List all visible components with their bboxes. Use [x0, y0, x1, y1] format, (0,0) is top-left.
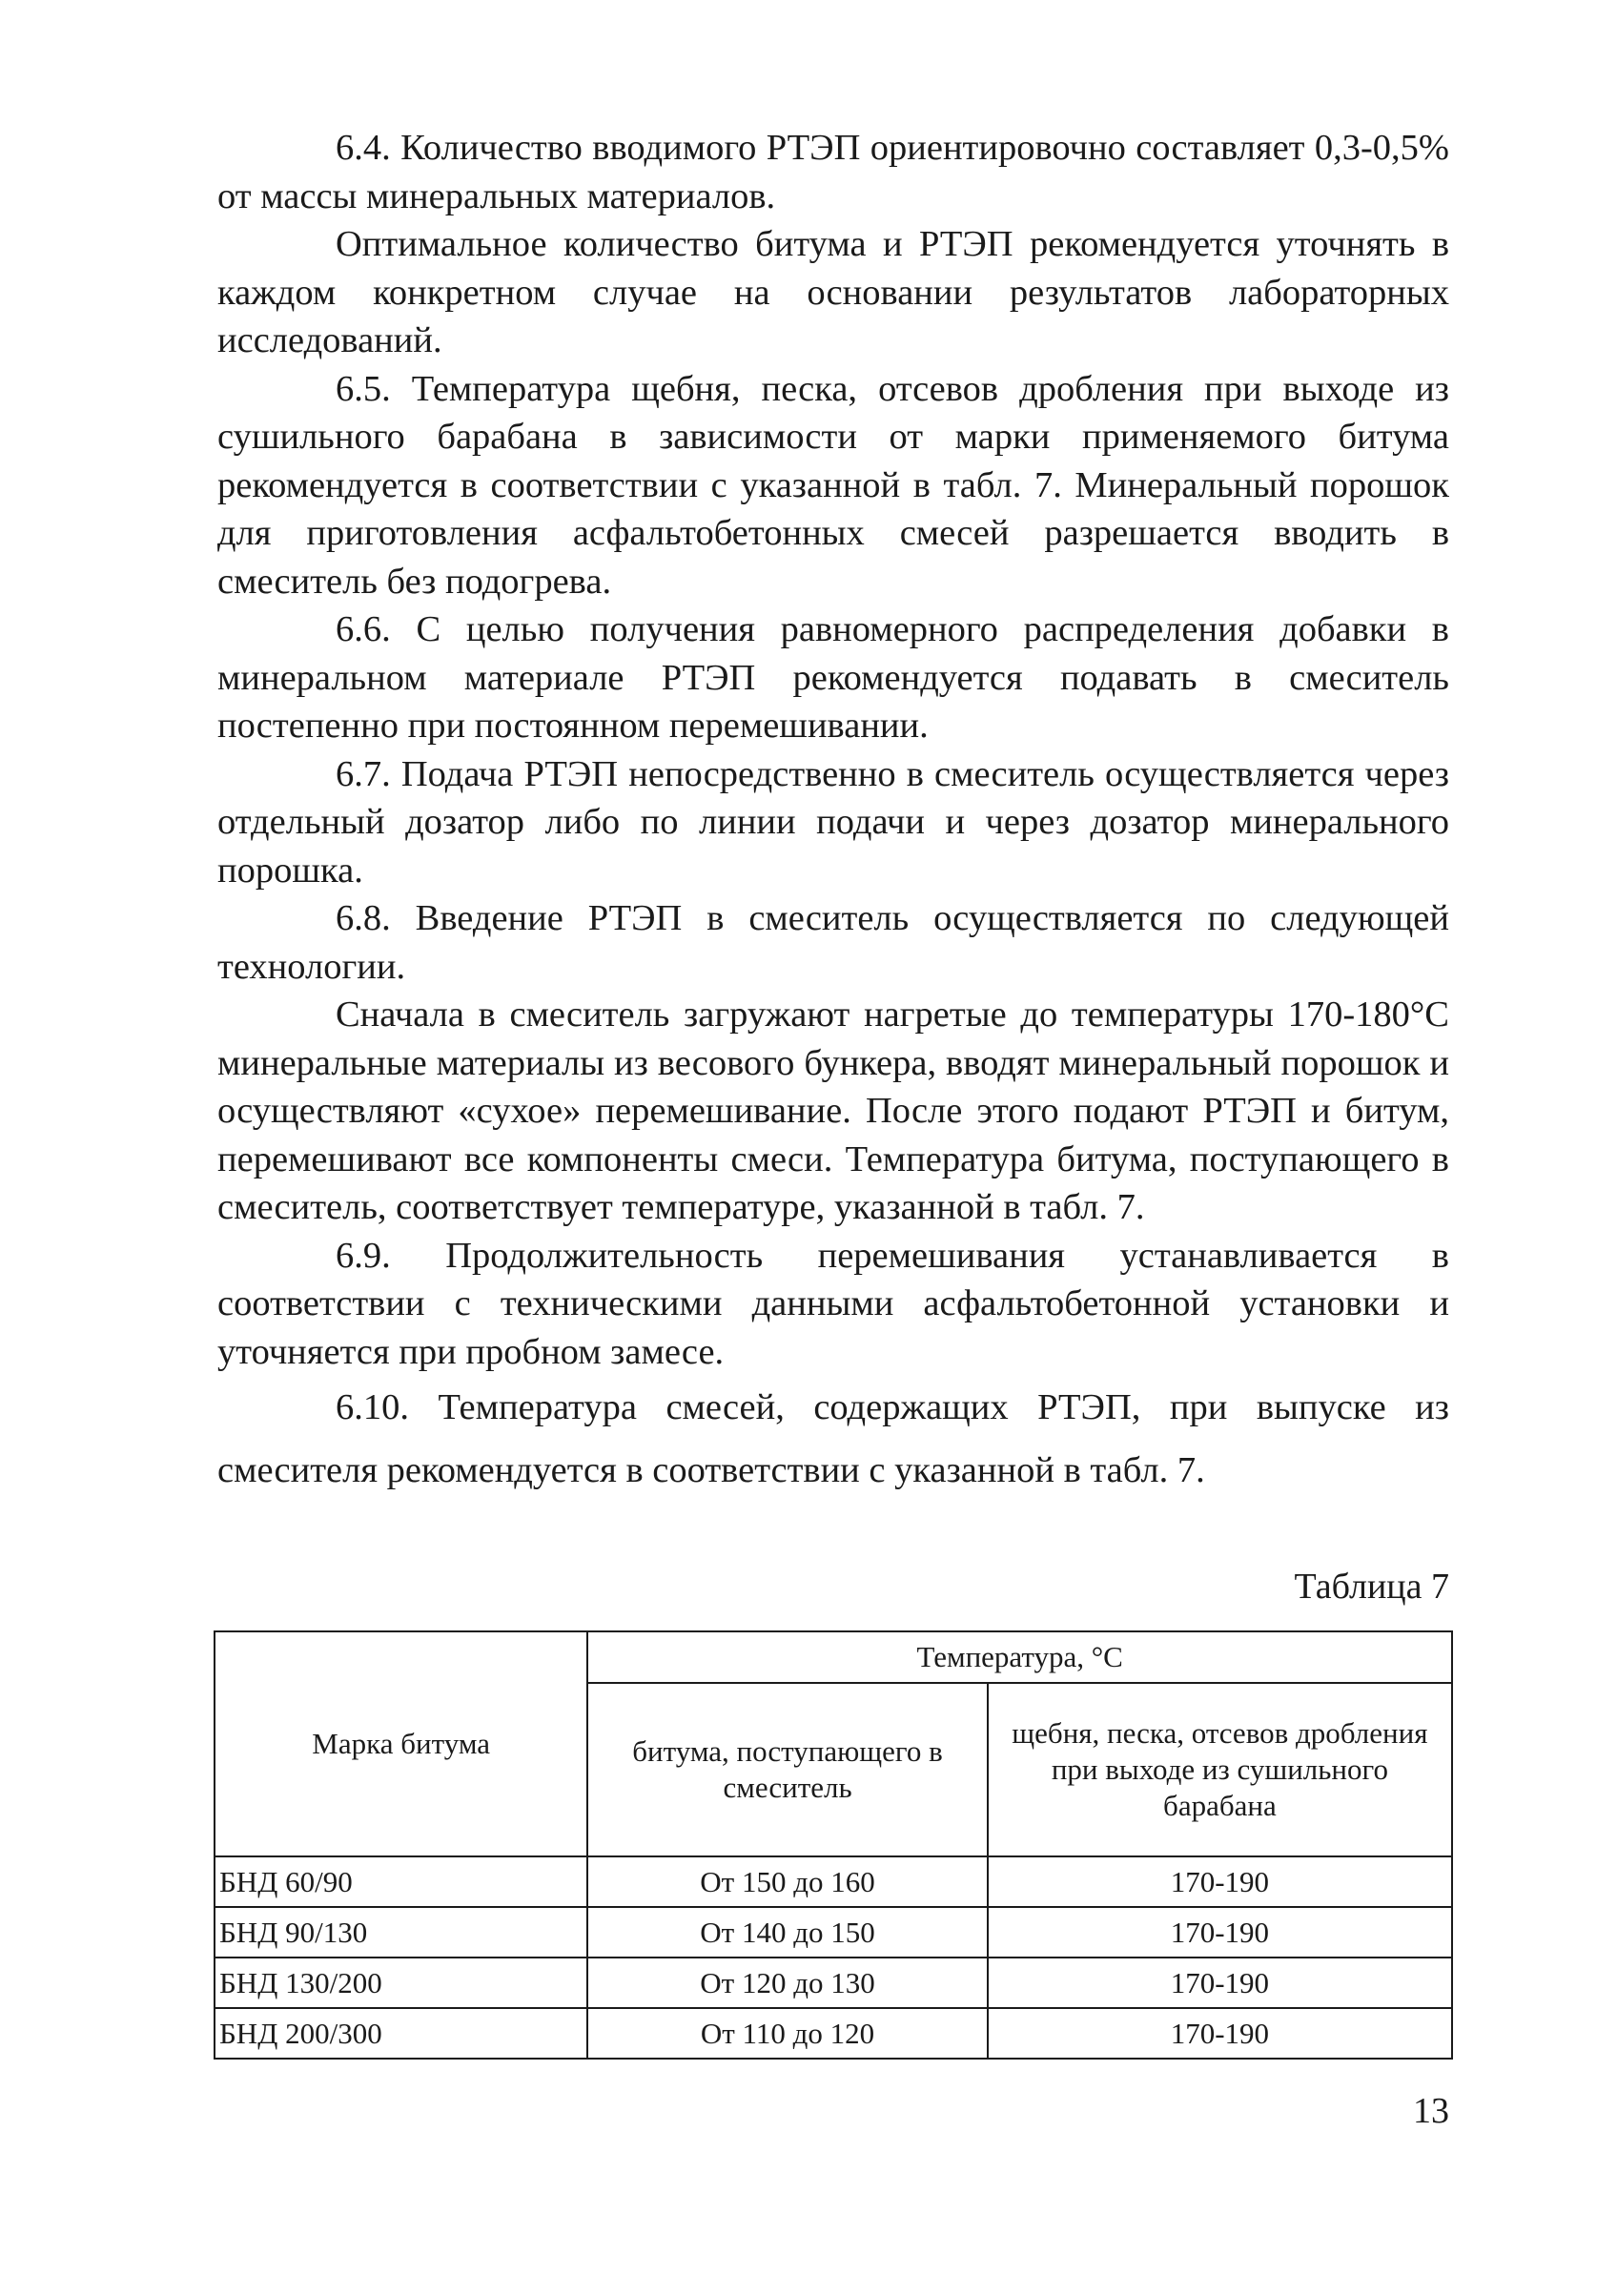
cell-grade: БНД 90/130 — [215, 1907, 587, 1958]
cell-grade: БНД 60/90 — [215, 1856, 587, 1907]
body-text — [217, 124, 1449, 1502]
header-aggregate-temp: щебня, песка, отсевов дробления при выходе из сушильного барабана — [988, 1683, 1452, 1856]
cell-aggregate-temp: 170-190 — [988, 1958, 1452, 2008]
header-temperature: Температура, °С — [587, 1631, 1452, 1683]
cell-bitumen-temp: От 150 до 160 — [587, 1856, 987, 1907]
table-row — [215, 2008, 1452, 2059]
cell-aggregate-temp: 170-190 — [988, 1907, 1452, 1958]
paragraph-6-5: 6.5. Температура щебня, песка, отсевов дробления при выходе из сушильного барабана в зависимости от марки применяемого битума рекомендуется в соответствии с указанной в табл. 7. Минеральный порошок для приготовления асфальтобетонных смесей разрешается вводить в смеситель без подогрева. — [217, 368, 1449, 602]
cell-bitumen-temp: От 140 до 150 — [587, 1907, 987, 1958]
table-7 — [214, 1630, 1453, 2060]
page-number: 13 — [1413, 2091, 1449, 2131]
header-bitumen-temp: битума, поступающего в смеситель — [587, 1683, 987, 1856]
cell-grade: БНД 200/300 — [215, 2008, 587, 2059]
cell-bitumen-temp: От 120 до 130 — [587, 1958, 987, 2008]
cell-bitumen-temp: От 110 до 120 — [587, 2008, 987, 2059]
cell-grade: БНД 130/200 — [215, 1958, 587, 2008]
paragraph-6-9: 6.9. Продолжительность перемешивания устанавливается в соответствии с техническими данными асфальтобетонной установки и уточняется при пробном замесе. — [217, 1235, 1449, 1372]
header-bitumen-grade: Марка битума — [215, 1631, 587, 1856]
paragraph-6-4: 6.4. Количество вводимого РТЭП ориентировочно составляет 0,3-0,5% от массы минеральных материалов. — [217, 128, 1449, 216]
cell-aggregate-temp: 170-190 — [988, 2008, 1452, 2059]
paragraph-6-8-continued: Сначала в смеситель загружают нагретые до температуры 170-180°С минеральные материалы из весового бункера, вводят минеральный порошок и осуществляют «сухое» перемешивание. После этого подают РТЭП и битум, перемешивают все компоненты смеси. Температура битума, поступающего в смеситель, соответствует температуре, указанной в табл. 7. — [217, 994, 1449, 1227]
paragraph-6-4-continued: Оптимальное количество битума и РТЭП рекомендуется уточнять в каждом конкретном случае на основании результатов лабораторных исследований. — [217, 224, 1449, 360]
paragraph-6-7: 6.7. Подача РТЭП непосредственно в смеситель осуществляется через отдельный дозатор либо по линии подачи и через дозатор минерального порошка. — [217, 753, 1449, 891]
paragraph-6-6: 6.6. С целью получения равномерного распределения добавки в минеральном материале РТЭП рекомендуется подавать в смеситель постепенно при постоянном перемешивании. — [217, 609, 1449, 746]
table-row — [215, 1856, 1452, 1907]
paragraph-6-8: 6.8. Введение РТЭП в смеситель осуществляется по следующей технологии. — [217, 898, 1449, 987]
table-caption: Таблица 7 — [1294, 1567, 1449, 1607]
table-row — [215, 1907, 1452, 1958]
table-row — [215, 1958, 1452, 2008]
paragraph-6-10: 6.10. Температура смесей, содержащих РТЭП, при выпуске из смесителя рекомендуется в соответствии с указанной в табл. 7. — [217, 1387, 1449, 1490]
cell-aggregate-temp: 170-190 — [988, 1856, 1452, 1907]
